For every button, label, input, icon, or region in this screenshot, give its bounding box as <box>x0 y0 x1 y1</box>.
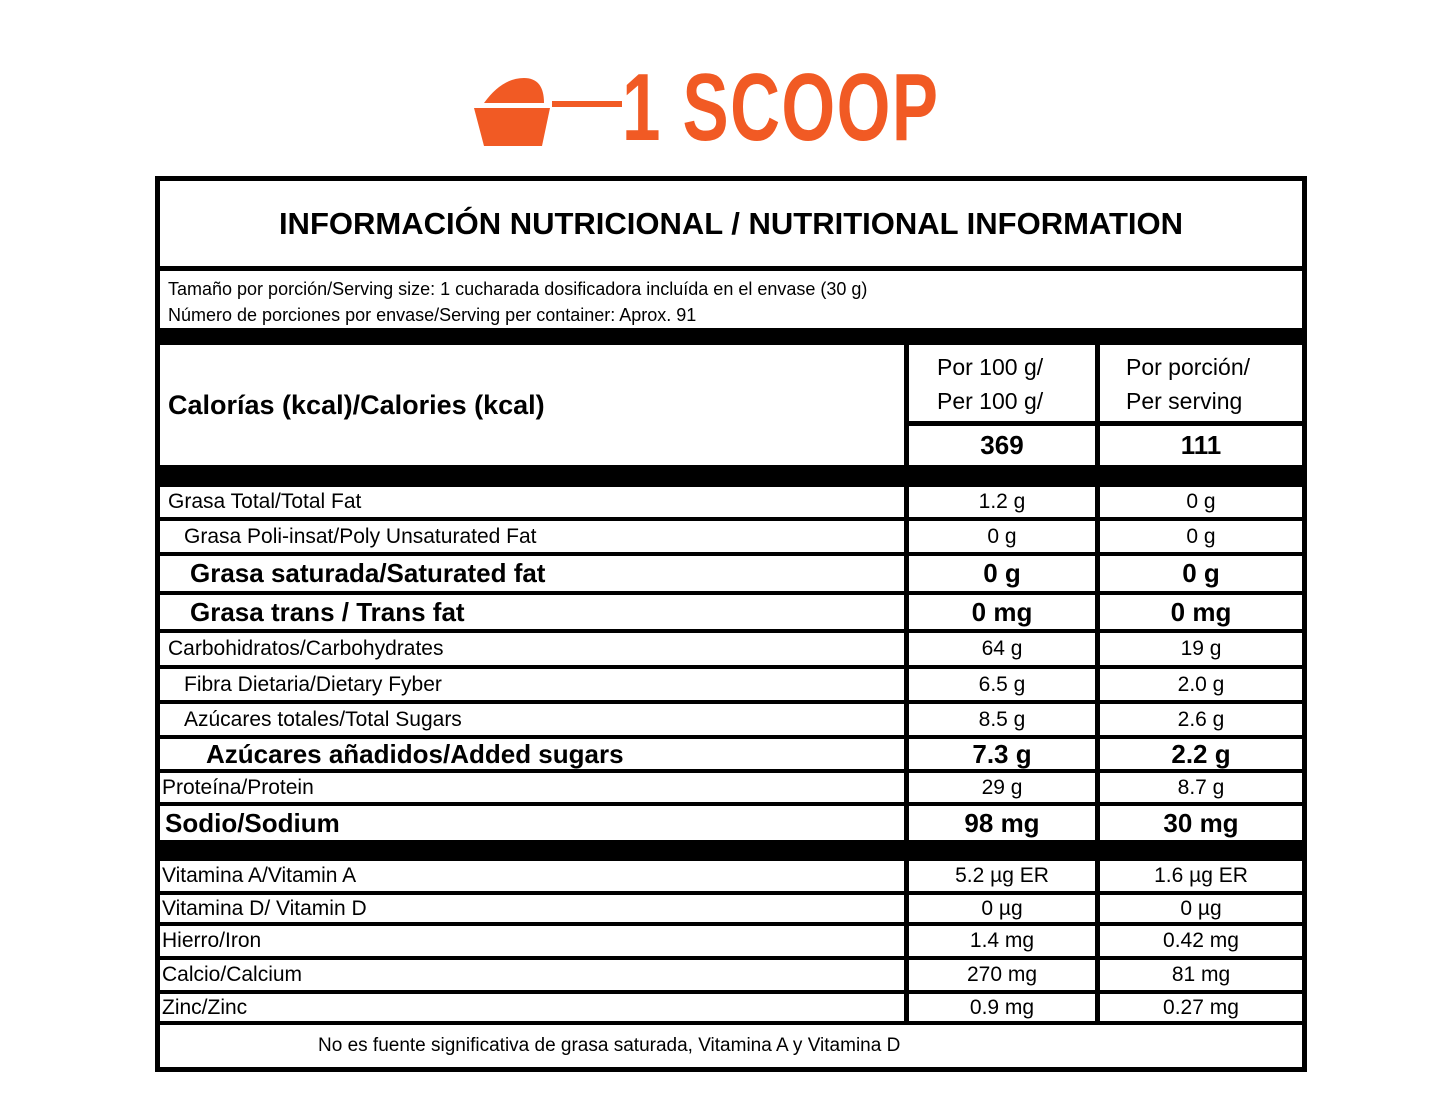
calories-serving: 111 <box>1100 426 1302 465</box>
value-per100: 1.4 mg <box>909 926 1095 956</box>
table-row <box>160 926 1302 956</box>
value-serving: 2.2 g <box>1100 739 1302 769</box>
table-row <box>160 861 1302 891</box>
nutrient-label: Sodio/Sodium <box>160 806 904 840</box>
column-header-serving <box>1100 345 1302 421</box>
table-row <box>160 633 1302 665</box>
nutrient-label: Calcio/Calcium <box>160 960 904 990</box>
column-header-per100 <box>909 345 1095 421</box>
value-serving: 81 mg <box>1100 960 1302 990</box>
serving-info <box>160 271 1302 328</box>
value-serving: 30 mg <box>1100 806 1302 840</box>
table-row <box>160 487 1302 517</box>
value-per100: 0 mg <box>909 595 1095 629</box>
calories-per100: 369 <box>909 426 1095 465</box>
nutrient-label: Hierro/Iron <box>160 926 904 956</box>
column-header-per100-line1: Por 100 g/ <box>937 354 1044 380</box>
table-row <box>160 521 1302 552</box>
value-per100: 1.2 g <box>909 487 1095 517</box>
nutrient-label: Grasa trans / Trans fat <box>160 595 904 629</box>
value-per100: 7.3 g <box>909 739 1095 769</box>
serving-size: Tamaño por porción/Serving size: 1 cucharada dosificadora incluída en el envase (30 g) <box>168 279 868 299</box>
value-serving: 0 µg <box>1100 895 1302 922</box>
scoop-icon <box>472 58 622 158</box>
value-per100: 270 mg <box>909 960 1095 990</box>
nutrient-label: Grasa saturada/Saturated fat <box>160 556 904 591</box>
table-row <box>160 669 1302 700</box>
table-row <box>160 895 1302 922</box>
servings-per-container: Número de porciones por envase/Serving per container: Aprox. 91 <box>168 305 697 325</box>
footnote: No es fuente significativa de grasa saturada, Vitamina A y Vitamina D <box>160 1025 1302 1067</box>
logo-text: 1 SCOOP <box>622 54 940 161</box>
value-per100: 0 g <box>909 521 1095 552</box>
nutrient-label: Proteína/Protein <box>160 773 904 802</box>
value-per100: 0 µg <box>909 895 1095 922</box>
table-row <box>160 739 1302 769</box>
table-row <box>160 556 1302 591</box>
value-per100: 0 g <box>909 556 1095 591</box>
value-per100: 6.5 g <box>909 669 1095 700</box>
nutrient-label: Azúcares totales/Total Sugars <box>160 704 904 735</box>
table-row <box>160 806 1302 840</box>
calories-label: Calorías (kcal)/Calories (kcal) <box>160 345 904 465</box>
value-serving: 0.27 mg <box>1100 994 1302 1021</box>
table-row <box>160 960 1302 990</box>
value-per100: 98 mg <box>909 806 1095 840</box>
value-per100: 64 g <box>909 633 1095 665</box>
nutrient-label: Carbohidratos/Carbohydrates <box>160 633 904 665</box>
column-header-serving-line1: Por porción/ <box>1126 354 1251 380</box>
nutrient-label: Zinc/Zinc <box>160 994 904 1021</box>
value-serving: 19 g <box>1100 633 1302 665</box>
value-per100: 0.9 mg <box>909 994 1095 1021</box>
value-serving: 0 g <box>1100 521 1302 552</box>
value-serving: 0 mg <box>1100 595 1302 629</box>
value-serving: 8.7 g <box>1100 773 1302 802</box>
value-per100: 29 g <box>909 773 1095 802</box>
value-serving: 2.0 g <box>1100 669 1302 700</box>
value-serving: 1.6 µg ER <box>1100 861 1302 891</box>
nutrient-label: Vitamina D/ Vitamin D <box>160 895 904 922</box>
column-header-serving-line2: Per serving <box>1126 388 1243 414</box>
nutrient-label: Vitamina A/Vitamin A <box>160 861 904 891</box>
scoop-logo <box>472 54 940 161</box>
value-per100: 5.2 µg ER <box>909 861 1095 891</box>
nutrient-label: Grasa Total/Total Fat <box>160 487 904 517</box>
table-row <box>160 704 1302 735</box>
nutrient-label: Grasa Poli-insat/Poly Unsaturated Fat <box>160 521 904 552</box>
column-header-per100-line2: Per 100 g/ <box>937 388 1044 414</box>
nutrient-label: Fibra Dietaria/Dietary Fyber <box>160 669 904 700</box>
table-title: INFORMACIÓN NUTRICIONAL / NUTRITIONAL INFORMATION <box>160 181 1302 266</box>
value-serving: 0 g <box>1100 487 1302 517</box>
value-serving: 0.42 mg <box>1100 926 1302 956</box>
table-row <box>160 994 1302 1021</box>
value-serving: 2.6 g <box>1100 704 1302 735</box>
table-row <box>160 595 1302 629</box>
value-per100: 8.5 g <box>909 704 1095 735</box>
nutrient-label: Azúcares añadidos/Added sugars <box>160 739 904 769</box>
nutrition-table <box>155 176 1307 1072</box>
table-row <box>160 773 1302 802</box>
value-serving: 0 g <box>1100 556 1302 591</box>
